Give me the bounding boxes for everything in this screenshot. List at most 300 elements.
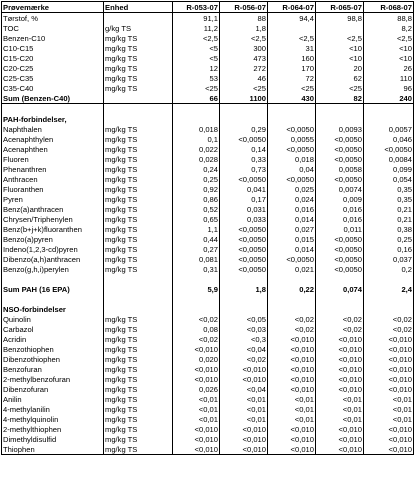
value-cell	[268, 114, 316, 124]
unit-cell: mg/kg TS	[104, 444, 173, 455]
value-cell: 0,016	[316, 214, 364, 224]
unit-cell: mg/kg TS	[104, 83, 173, 93]
value-cell: <10	[364, 53, 414, 63]
value-cell: <0,3	[220, 334, 268, 344]
unit-cell: g/kg TS	[104, 23, 173, 33]
unit-cell	[104, 294, 173, 304]
table-row	[2, 354, 414, 364]
value-cell: <0,02	[173, 334, 220, 344]
table-row	[2, 404, 414, 414]
value-cell: <0,0050	[220, 224, 268, 234]
value-cell: 0,018	[173, 124, 220, 134]
value-cell: <0,02	[268, 324, 316, 334]
unit-cell: mg/kg TS	[104, 314, 173, 324]
row-label: Dimethyldisulfid	[2, 434, 104, 444]
value-cell: 0,35	[364, 194, 414, 204]
row-label: Dibenzo(a,h)anthracen	[2, 254, 104, 264]
value-cell: 0,025	[268, 184, 316, 194]
table-row	[2, 134, 414, 144]
row-label: Sum PAH (16 EPA)	[2, 284, 104, 294]
value-cell: 0,21	[364, 214, 414, 224]
value-cell: 0,04	[268, 164, 316, 174]
value-cell: <0,010	[220, 434, 268, 444]
unit-cell: mg/kg TS	[104, 154, 173, 164]
value-cell	[316, 114, 364, 124]
unit-cell: mg/kg TS	[104, 43, 173, 53]
row-label: Anthracen	[2, 174, 104, 184]
table-row	[2, 314, 414, 324]
value-cell: <0,01	[173, 414, 220, 424]
value-cell: 26	[364, 63, 414, 73]
unit-cell	[104, 13, 173, 24]
value-cell: <0,010	[364, 374, 414, 384]
value-cell: <2,5	[268, 33, 316, 43]
value-cell: 272	[220, 63, 268, 73]
value-cell: 5,9	[173, 284, 220, 294]
value-cell: 72	[268, 73, 316, 83]
value-cell: 0,074	[316, 284, 364, 294]
value-cell: <0,0050	[268, 144, 316, 154]
value-cell: <0,010	[173, 344, 220, 354]
row-label: 4-methylanilin	[2, 404, 104, 414]
row-label: Quinolin	[2, 314, 104, 324]
value-cell: 0,014	[268, 214, 316, 224]
value-cell: 0,015	[268, 234, 316, 244]
value-cell: 0,028	[173, 154, 220, 164]
value-cell: <0,010	[364, 364, 414, 374]
value-cell: <0,010	[268, 444, 316, 455]
value-cell: 46	[220, 73, 268, 83]
unit-cell: mg/kg TS	[104, 224, 173, 234]
value-cell	[173, 274, 220, 284]
value-cell: <0,010	[268, 334, 316, 344]
value-cell: <0,0050	[316, 254, 364, 264]
table-row	[2, 224, 414, 234]
value-cell: <0,05	[220, 314, 268, 324]
value-cell: <0,01	[220, 414, 268, 424]
value-cell	[268, 274, 316, 284]
value-cell: 0,033	[220, 214, 268, 224]
value-cell: <0,0050	[364, 144, 414, 154]
value-cell: <0,010	[364, 384, 414, 394]
unit-cell: mg/kg TS	[104, 214, 173, 224]
value-cell	[220, 104, 268, 115]
value-cell: 0,52	[173, 204, 220, 214]
value-cell: <0,010	[316, 424, 364, 434]
value-cell: <0,010	[316, 344, 364, 354]
section-row	[2, 114, 414, 124]
value-cell: 0,046	[364, 134, 414, 144]
section-row	[2, 93, 414, 104]
column-header: R-065-07	[316, 2, 364, 13]
row-label: TOC	[2, 23, 104, 33]
value-cell: <0,010	[173, 424, 220, 434]
value-cell: 8,2	[364, 23, 414, 33]
value-cell: 0,054	[364, 174, 414, 184]
value-cell: 0,016	[268, 204, 316, 214]
value-cell: 240	[364, 93, 414, 104]
value-cell: 0,1	[173, 134, 220, 144]
value-cell: <2,5	[220, 33, 268, 43]
row-label: C35-C40	[2, 83, 104, 93]
value-cell: <0,010	[316, 444, 364, 455]
row-label: Benzo(g,h,i)perylen	[2, 264, 104, 274]
value-cell: <25	[220, 83, 268, 93]
value-cell: 0,0055	[268, 134, 316, 144]
unit-cell: mg/kg TS	[104, 194, 173, 204]
value-cell: <0,02	[364, 314, 414, 324]
value-cell: 0,0084	[364, 154, 414, 164]
value-cell: 0,0057	[364, 124, 414, 134]
value-cell: <0,0050	[220, 234, 268, 244]
value-cell: <0,02	[316, 314, 364, 324]
value-cell: 300	[220, 43, 268, 53]
value-cell: 62	[316, 73, 364, 83]
value-cell: <0,01	[316, 414, 364, 424]
table-row	[2, 444, 414, 455]
value-cell: <0,01	[220, 394, 268, 404]
value-cell: 1,8	[220, 23, 268, 33]
value-cell: 0,86	[173, 194, 220, 204]
header-row	[2, 2, 414, 13]
unit-cell: mg/kg TS	[104, 184, 173, 194]
value-cell	[268, 104, 316, 115]
table-row	[2, 53, 414, 63]
row-label: Phenanthren	[2, 164, 104, 174]
unit-cell	[104, 93, 173, 104]
spacer-row	[2, 294, 414, 304]
value-cell: <25	[173, 83, 220, 93]
table-row	[2, 174, 414, 184]
value-cell: 0,14	[220, 144, 268, 154]
value-cell	[316, 23, 364, 33]
value-cell: <0,01	[364, 404, 414, 414]
value-cell: <0,010	[316, 434, 364, 444]
value-cell	[173, 114, 220, 124]
value-cell: <0,010	[173, 434, 220, 444]
unit-cell: mg/kg TS	[104, 344, 173, 354]
value-cell: <0,04	[220, 384, 268, 394]
value-cell	[173, 104, 220, 115]
row-label: C25-C35	[2, 73, 104, 83]
value-cell: <5	[173, 53, 220, 63]
value-cell: <0,02	[268, 314, 316, 324]
value-cell: 0,020	[173, 354, 220, 364]
value-cell: <0,0050	[316, 154, 364, 164]
value-cell: 0,33	[220, 154, 268, 164]
value-cell: 0,27	[173, 244, 220, 254]
unit-cell: mg/kg TS	[104, 53, 173, 63]
value-cell	[220, 294, 268, 304]
table-row	[2, 414, 414, 424]
value-cell: 2,4	[364, 284, 414, 294]
table-row	[2, 214, 414, 224]
value-cell: 96	[364, 83, 414, 93]
value-cell: <0,01	[173, 394, 220, 404]
row-label: Benzo(a)pyren	[2, 234, 104, 244]
value-cell	[220, 114, 268, 124]
value-cell: <0,01	[268, 404, 316, 414]
value-cell: <0,0050	[220, 244, 268, 254]
row-label: Indeno(1,2,3-cd)pyren	[2, 244, 104, 254]
value-cell: 0,35	[364, 184, 414, 194]
value-cell	[268, 304, 316, 314]
unit-cell: mg/kg TS	[104, 134, 173, 144]
value-cell: <10	[316, 43, 364, 53]
value-cell: <10	[316, 53, 364, 63]
value-cell: <0,0050	[316, 144, 364, 154]
value-cell: 82	[316, 93, 364, 104]
column-header: R-053-07	[173, 2, 220, 13]
value-cell: 0,0093	[316, 124, 364, 134]
unit-cell: mg/kg TS	[104, 264, 173, 274]
unit-cell: mg/kg TS	[104, 124, 173, 134]
table-row	[2, 23, 414, 33]
column-header: Prøvemærke	[2, 2, 104, 13]
table-row	[2, 434, 414, 444]
row-label: Sum (Benzen-C40)	[2, 93, 104, 104]
row-label: PAH-forbindelser,	[2, 114, 104, 124]
value-cell: 1,1	[173, 224, 220, 234]
value-cell: <0,010	[316, 364, 364, 374]
section-row	[2, 284, 414, 294]
unit-cell: mg/kg TS	[104, 63, 173, 73]
row-label: Fluoranthen	[2, 184, 104, 194]
unit-cell: mg/kg TS	[104, 144, 173, 154]
value-cell: 0,16	[364, 244, 414, 254]
value-cell: 0,73	[220, 164, 268, 174]
results-table	[1, 1, 414, 455]
row-label: Anilin	[2, 394, 104, 404]
value-cell	[364, 304, 414, 314]
value-cell: <0,01	[316, 394, 364, 404]
table-row	[2, 164, 414, 174]
value-cell	[316, 274, 364, 284]
row-label: Carbazol	[2, 324, 104, 334]
value-cell	[364, 104, 414, 115]
table-row	[2, 144, 414, 154]
value-cell	[364, 294, 414, 304]
value-cell	[268, 23, 316, 33]
value-cell: 0,29	[220, 124, 268, 134]
value-cell: 0,011	[316, 224, 364, 234]
value-cell: 0,38	[364, 224, 414, 234]
value-cell: <0,010	[364, 444, 414, 455]
table-row	[2, 83, 414, 93]
value-cell: <0,010	[220, 424, 268, 434]
value-cell: 1100	[220, 93, 268, 104]
row-label: Acridin	[2, 334, 104, 344]
column-header: R-068-07	[364, 2, 414, 13]
unit-cell: mg/kg TS	[104, 424, 173, 434]
value-cell: 0,081	[173, 254, 220, 264]
value-cell: 0,0058	[316, 164, 364, 174]
row-label: Chrysen/Triphenylen	[2, 214, 104, 224]
table-row	[2, 384, 414, 394]
spacer-row	[2, 274, 414, 284]
row-label: 2-methylthiophen	[2, 424, 104, 434]
table-row	[2, 374, 414, 384]
value-cell: 160	[268, 53, 316, 63]
value-cell: 0,014	[268, 244, 316, 254]
value-cell: 31	[268, 43, 316, 53]
table-body	[2, 13, 414, 455]
value-cell: <0,010	[316, 334, 364, 344]
value-cell: <0,02	[364, 324, 414, 334]
table-row	[2, 364, 414, 374]
value-cell: <0,010	[364, 354, 414, 364]
value-cell: 0,08	[173, 324, 220, 334]
value-cell: <0,010	[364, 334, 414, 344]
row-label: 2-methylbenzofuran	[2, 374, 104, 384]
section-row	[2, 304, 414, 314]
value-cell: <0,01	[173, 404, 220, 414]
value-cell: <0,02	[173, 314, 220, 324]
value-cell: <0,010	[173, 364, 220, 374]
value-cell: 88,8	[364, 13, 414, 24]
unit-cell: mg/kg TS	[104, 334, 173, 344]
value-cell: <0,0050	[316, 134, 364, 144]
value-cell: <0,0050	[220, 264, 268, 274]
unit-cell	[104, 274, 173, 284]
row-label: Fluoren	[2, 154, 104, 164]
table-row	[2, 194, 414, 204]
value-cell: <0,01	[268, 414, 316, 424]
table-row	[2, 124, 414, 134]
table-row	[2, 63, 414, 73]
row-label: Naphthalen	[2, 124, 104, 134]
value-cell	[364, 114, 414, 124]
value-cell: <0,010	[268, 374, 316, 384]
table-row	[2, 264, 414, 274]
unit-cell: mg/kg TS	[104, 434, 173, 444]
value-cell	[316, 104, 364, 115]
value-cell: <0,010	[268, 434, 316, 444]
value-cell	[173, 304, 220, 314]
value-cell: <0,010	[268, 384, 316, 394]
value-cell: 0,041	[220, 184, 268, 194]
value-cell: 0,009	[316, 194, 364, 204]
value-cell: 0,25	[364, 234, 414, 244]
row-label: 4-methylquinolin	[2, 414, 104, 424]
value-cell: 12	[173, 63, 220, 73]
value-cell: 0,031	[220, 204, 268, 214]
value-cell: <10	[364, 43, 414, 53]
value-cell	[316, 304, 364, 314]
table-row	[2, 73, 414, 83]
value-cell: <0,010	[220, 364, 268, 374]
value-cell: <0,010	[268, 364, 316, 374]
table-row	[2, 244, 414, 254]
value-cell: 66	[173, 93, 220, 104]
value-cell: <0,0050	[316, 264, 364, 274]
value-cell: <5	[173, 43, 220, 53]
value-cell: 88	[220, 13, 268, 24]
value-cell	[364, 274, 414, 284]
value-cell: <0,01	[268, 394, 316, 404]
unit-cell: mg/kg TS	[104, 174, 173, 184]
value-cell: <0,010	[364, 344, 414, 354]
value-cell: 0,31	[173, 264, 220, 274]
value-cell: <0,010	[173, 444, 220, 455]
value-cell: <0,010	[364, 424, 414, 434]
value-cell: 91,1	[173, 13, 220, 24]
table-row	[2, 324, 414, 334]
row-label: Benzofuran	[2, 364, 104, 374]
value-cell: 98,8	[316, 13, 364, 24]
table-row	[2, 154, 414, 164]
value-cell: <25	[316, 83, 364, 93]
value-cell: <0,010	[364, 434, 414, 444]
unit-cell	[104, 104, 173, 115]
value-cell: <0,02	[316, 324, 364, 334]
value-cell: 0,0074	[316, 184, 364, 194]
row-label	[2, 274, 104, 284]
value-cell: 473	[220, 53, 268, 63]
value-cell: <0,010	[220, 374, 268, 384]
unit-cell: mg/kg TS	[104, 324, 173, 334]
value-cell: 0,65	[173, 214, 220, 224]
value-cell: <2,5	[173, 33, 220, 43]
table-row	[2, 43, 414, 53]
row-label: C15-C20	[2, 53, 104, 63]
table-row	[2, 13, 414, 24]
value-cell: 11,2	[173, 23, 220, 33]
row-label: Dibenzofuran	[2, 384, 104, 394]
value-cell: 0,037	[364, 254, 414, 264]
row-label: C10-C15	[2, 43, 104, 53]
row-label	[2, 104, 104, 115]
value-cell: 0,92	[173, 184, 220, 194]
value-cell: 20	[316, 63, 364, 73]
table-row	[2, 424, 414, 434]
value-cell: 170	[268, 63, 316, 73]
table-row	[2, 33, 414, 43]
value-cell	[316, 294, 364, 304]
column-header: Enhed	[104, 2, 173, 13]
value-cell: <0,010	[173, 374, 220, 384]
value-cell: 0,026	[173, 384, 220, 394]
value-cell: <0,01	[364, 394, 414, 404]
row-label: NSO-forbindelser	[2, 304, 104, 314]
value-cell: <0,010	[220, 444, 268, 455]
unit-cell: mg/kg TS	[104, 394, 173, 404]
value-cell: <0,02	[220, 354, 268, 364]
row-label: Tørstof, %	[2, 13, 104, 24]
value-cell: <0,0050	[268, 174, 316, 184]
value-cell: 53	[173, 73, 220, 83]
value-cell: 0,17	[220, 194, 268, 204]
table-row	[2, 204, 414, 214]
value-cell: <0,0050	[268, 124, 316, 134]
value-cell: <0,0050	[220, 254, 268, 264]
value-cell	[220, 274, 268, 284]
value-cell: <0,010	[316, 354, 364, 364]
value-cell: 0,44	[173, 234, 220, 244]
value-cell: <0,0050	[316, 174, 364, 184]
value-cell: <0,010	[316, 384, 364, 394]
value-cell: <0,01	[364, 414, 414, 424]
unit-cell: mg/kg TS	[104, 254, 173, 264]
table-row	[2, 344, 414, 354]
value-cell: 0,022	[173, 144, 220, 154]
value-cell: <0,0050	[220, 134, 268, 144]
value-cell: 0,21	[364, 204, 414, 214]
unit-cell: mg/kg TS	[104, 204, 173, 214]
column-header: R-056-07	[220, 2, 268, 13]
unit-cell: mg/kg TS	[104, 414, 173, 424]
value-cell: 0,099	[364, 164, 414, 174]
